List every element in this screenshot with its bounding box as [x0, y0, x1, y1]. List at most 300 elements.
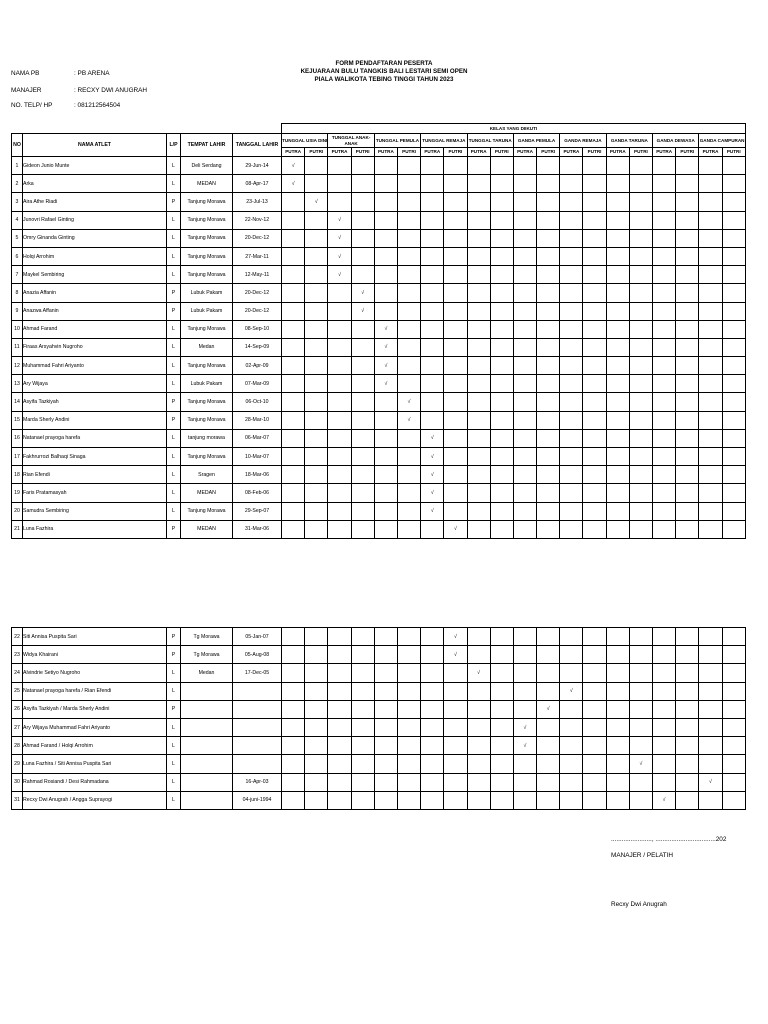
class-cell: [282, 718, 305, 736]
class-cell: [444, 429, 467, 447]
class-cell: [653, 338, 676, 356]
birth-date: [233, 737, 282, 755]
athlete-name: Natanael prayoga harefa: [23, 429, 167, 447]
class-cell: [490, 466, 513, 484]
class-cell: [328, 466, 351, 484]
gender: L: [167, 157, 181, 175]
birth-date: 08-Apr-17: [233, 175, 282, 193]
class-cell: [606, 646, 629, 664]
manajer-label: MANAJER: [11, 87, 42, 94]
class-cell: [699, 755, 722, 773]
signature-date-line: ......................., ..................................202: [611, 836, 727, 843]
class-cell: [699, 193, 722, 211]
putra-header: PUTRA: [328, 148, 351, 157]
athlete-name: Ahmad Farand: [23, 320, 167, 338]
gender: L: [167, 466, 181, 484]
class-cell: [305, 229, 328, 247]
class-cell: [583, 357, 606, 375]
class-cell: [629, 211, 652, 229]
class-cell: [537, 284, 560, 302]
class-cell: [560, 646, 583, 664]
row-no: 6: [12, 247, 23, 265]
check-mark: √: [699, 773, 722, 791]
check-mark: √: [444, 646, 467, 664]
class-cell: [351, 157, 374, 175]
class-cell: [583, 193, 606, 211]
birth-place: Deli Serdang: [181, 157, 233, 175]
class-cell: [583, 429, 606, 447]
gender: L: [167, 247, 181, 265]
class-cell: [560, 284, 583, 302]
class-cell: [699, 320, 722, 338]
class-cell: [444, 718, 467, 736]
table-row: [12, 700, 746, 718]
class-cell: [421, 718, 444, 736]
class-cell: [305, 302, 328, 320]
col-tempat-header: TEMPAT LAHIR: [181, 134, 233, 157]
class-cell: [328, 338, 351, 356]
class-cell: [421, 375, 444, 393]
birth-date: 20-Dec-12: [233, 229, 282, 247]
putri-header: PUTRI: [629, 148, 652, 157]
gender: P: [167, 393, 181, 411]
birth-place: Lubuk Pakam: [181, 302, 233, 320]
class-cell: [374, 193, 397, 211]
class-cell: [722, 682, 745, 700]
row-no: 5: [12, 229, 23, 247]
class-cell: [513, 338, 536, 356]
class-cell: [537, 247, 560, 265]
class-cell: [467, 448, 490, 466]
info-pb: [11, 70, 110, 78]
table-row: [12, 411, 746, 429]
class-cell: [699, 718, 722, 736]
gender: L: [167, 502, 181, 520]
class-cell: [351, 700, 374, 718]
athlete-name: Omry Ginanda Ginting: [23, 229, 167, 247]
table-row: [12, 429, 746, 447]
class-cell: [676, 682, 699, 700]
class-cell: [282, 791, 305, 809]
table-row: [12, 737, 746, 755]
gender: P: [167, 302, 181, 320]
class-cell: [699, 302, 722, 320]
class-cell: [676, 411, 699, 429]
class-cell: [467, 737, 490, 755]
class-cell: [490, 628, 513, 646]
birth-place: Medan: [181, 338, 233, 356]
class-cell: [397, 211, 420, 229]
class-cell: [490, 266, 513, 284]
class-cell: [305, 502, 328, 520]
class-cell: [351, 737, 374, 755]
class-cell: [305, 791, 328, 809]
class-cell: [629, 175, 652, 193]
class-cell: [282, 193, 305, 211]
class-cell: [629, 266, 652, 284]
class-cell: [606, 247, 629, 265]
class-cell: [467, 375, 490, 393]
category-header: TUNGGAL TARUNA: [467, 134, 513, 148]
class-cell: [676, 664, 699, 682]
table-row: [12, 157, 746, 175]
class-cell: [305, 247, 328, 265]
row-no: 24: [12, 664, 23, 682]
class-cell: [699, 484, 722, 502]
putra-header: PUTRA: [282, 148, 305, 157]
putri-header: PUTRI: [583, 148, 606, 157]
row-no: 3: [12, 193, 23, 211]
class-cell: [421, 157, 444, 175]
class-cell: [490, 484, 513, 502]
class-cell: [513, 157, 536, 175]
class-cell: [490, 393, 513, 411]
class-cell: [305, 682, 328, 700]
class-cell: [421, 664, 444, 682]
class-cell: [421, 338, 444, 356]
class-cell: [722, 302, 745, 320]
class-cell: [351, 448, 374, 466]
class-cell: [328, 411, 351, 429]
class-cell: [537, 682, 560, 700]
class-cell: [421, 628, 444, 646]
class-cell: [606, 393, 629, 411]
class-cell: [629, 320, 652, 338]
class-cell: [513, 755, 536, 773]
class-cell: [397, 429, 420, 447]
class-cell: [305, 646, 328, 664]
category-header: TUNGGAL ANAK-ANAK: [328, 134, 374, 148]
class-cell: [328, 448, 351, 466]
class-cell: [282, 411, 305, 429]
class-cell: [397, 484, 420, 502]
putri-header: PUTRI: [676, 148, 699, 157]
class-cell: [282, 320, 305, 338]
event-subtitle: PIALA WALIKOTA TEBING TINGGI TAHUN 2023: [314, 76, 454, 83]
birth-date: 06-Oct-10: [233, 393, 282, 411]
class-cell: [699, 682, 722, 700]
athlete-name: Alvindrie Setiyo Nugroho: [23, 664, 167, 682]
birth-place: [181, 700, 233, 718]
class-cell: [351, 393, 374, 411]
class-cell: [421, 791, 444, 809]
putri-header: PUTRI: [351, 148, 374, 157]
class-cell: [374, 502, 397, 520]
info-telp: [11, 102, 120, 110]
check-mark: √: [374, 338, 397, 356]
gender: L: [167, 448, 181, 466]
class-cell: [560, 375, 583, 393]
class-cell: [513, 302, 536, 320]
table-row: [12, 229, 746, 247]
class-cell: [606, 157, 629, 175]
class-cell: [653, 502, 676, 520]
class-cell: [537, 646, 560, 664]
class-cell: [351, 718, 374, 736]
class-cell: [374, 755, 397, 773]
class-cell: [606, 229, 629, 247]
class-cell: [374, 247, 397, 265]
birth-date: 31-Mar-06: [233, 520, 282, 538]
class-cell: [722, 628, 745, 646]
class-cell: [374, 737, 397, 755]
table-row: [12, 375, 746, 393]
table-row: [12, 664, 746, 682]
birth-date: [233, 755, 282, 773]
class-cell: [653, 284, 676, 302]
class-cell: [629, 664, 652, 682]
class-cell: [397, 284, 420, 302]
check-mark: √: [351, 302, 374, 320]
class-cell: [444, 266, 467, 284]
class-cell: [722, 700, 745, 718]
birth-date: 05-Aug-08: [233, 646, 282, 664]
class-cell: [444, 466, 467, 484]
class-cell: [629, 520, 652, 538]
class-cell: [676, 393, 699, 411]
class-cell: [629, 448, 652, 466]
class-cell: [351, 320, 374, 338]
gender: P: [167, 520, 181, 538]
class-cell: [513, 247, 536, 265]
class-cell: [328, 375, 351, 393]
class-cell: [467, 320, 490, 338]
class-cell: [722, 718, 745, 736]
class-cell: [397, 266, 420, 284]
category-header: GANDA REMAJA: [560, 134, 606, 148]
class-cell: [467, 429, 490, 447]
class-cell: [606, 718, 629, 736]
class-cell: [653, 247, 676, 265]
class-cell: [699, 229, 722, 247]
class-cell: [513, 411, 536, 429]
class-cell: [722, 520, 745, 538]
class-cell: [560, 466, 583, 484]
class-cell: [421, 247, 444, 265]
class-cell: [629, 193, 652, 211]
class-cell: [583, 302, 606, 320]
check-mark: √: [282, 175, 305, 193]
class-cell: [629, 718, 652, 736]
birth-date: 14-Sep-09: [233, 338, 282, 356]
class-cell: [351, 429, 374, 447]
class-cell: [467, 411, 490, 429]
class-cell: [444, 229, 467, 247]
check-mark: √: [374, 320, 397, 338]
class-cell: [397, 247, 420, 265]
check-mark: √: [328, 247, 351, 265]
info-manajer: [11, 87, 147, 95]
class-cell: [722, 193, 745, 211]
birth-date: 04-juni-1994: [233, 791, 282, 809]
class-cell: [583, 229, 606, 247]
class-cell: [560, 157, 583, 175]
birth-place: [181, 737, 233, 755]
class-cell: [513, 175, 536, 193]
table-row: [12, 211, 746, 229]
class-cell: [328, 737, 351, 755]
class-cell: [444, 484, 467, 502]
class-cell: [722, 393, 745, 411]
class-cell: [490, 429, 513, 447]
birth-place: MEDAN: [181, 484, 233, 502]
class-cell: [328, 664, 351, 682]
birth-place: Tanjung Morawa: [181, 211, 233, 229]
class-cell: [699, 737, 722, 755]
class-cell: [653, 193, 676, 211]
class-cell: [583, 211, 606, 229]
class-cell: [560, 628, 583, 646]
row-no: 8: [12, 284, 23, 302]
class-cell: [490, 193, 513, 211]
birth-date: [233, 718, 282, 736]
category-header: TUNGGAL PEMULA: [374, 134, 420, 148]
check-mark: √: [421, 502, 444, 520]
class-cell: [397, 682, 420, 700]
class-cell: [513, 193, 536, 211]
gender: P: [167, 646, 181, 664]
row-no: 29: [12, 755, 23, 773]
class-cell: [374, 211, 397, 229]
class-cell: [722, 646, 745, 664]
class-cell: [513, 664, 536, 682]
class-cell: [676, 502, 699, 520]
class-cell: [328, 393, 351, 411]
birth-date: 28-Mar-10: [233, 411, 282, 429]
class-cell: [328, 628, 351, 646]
class-cell: [397, 700, 420, 718]
class-cell: [722, 247, 745, 265]
class-cell: [444, 791, 467, 809]
category-header: GANDA PEMULA: [513, 134, 559, 148]
class-cell: [699, 448, 722, 466]
check-mark: √: [537, 700, 560, 718]
gender: L: [167, 175, 181, 193]
class-cell: [490, 448, 513, 466]
class-cell: [653, 718, 676, 736]
class-cell: [513, 773, 536, 791]
class-cell: [513, 502, 536, 520]
class-cell: [537, 157, 560, 175]
athlete-name: Fakhrurrozi Balhaqi Sinaga: [23, 448, 167, 466]
class-cell: [513, 320, 536, 338]
class-cell: [583, 773, 606, 791]
class-cell: [444, 284, 467, 302]
kelas-header: KELAS YANG DIIKUTI: [282, 124, 746, 134]
class-cell: [490, 791, 513, 809]
class-cell: [606, 628, 629, 646]
class-cell: [374, 229, 397, 247]
class-cell: [305, 393, 328, 411]
class-cell: [699, 247, 722, 265]
athlete-name: Recxy Dwi Anugrah / Angga Suprayogi: [23, 791, 167, 809]
class-cell: [699, 664, 722, 682]
putra-header: PUTRA: [513, 148, 536, 157]
birth-date: [233, 700, 282, 718]
class-cell: [583, 646, 606, 664]
table-row: [12, 302, 746, 320]
putra-header: PUTRA: [699, 148, 722, 157]
birth-place: [181, 773, 233, 791]
class-cell: [351, 266, 374, 284]
class-cell: [676, 375, 699, 393]
class-cell: [305, 737, 328, 755]
class-cell: [467, 791, 490, 809]
class-cell: [444, 664, 467, 682]
athlete-name: Marda Sherly Andini: [23, 411, 167, 429]
class-cell: [583, 284, 606, 302]
class-cell: [305, 484, 328, 502]
class-cell: [282, 773, 305, 791]
class-cell: [397, 737, 420, 755]
birth-date: 08-Feb-06: [233, 484, 282, 502]
header-row-kelas: [12, 124, 746, 134]
row-no: 11: [12, 338, 23, 356]
class-cell: [606, 338, 629, 356]
class-cell: [653, 755, 676, 773]
class-cell: [305, 628, 328, 646]
putra-header: PUTRA: [421, 148, 444, 157]
class-cell: [629, 682, 652, 700]
class-cell: [374, 157, 397, 175]
class-cell: [282, 682, 305, 700]
row-no: 2: [12, 175, 23, 193]
class-cell: [467, 193, 490, 211]
class-cell: [606, 466, 629, 484]
class-cell: [421, 284, 444, 302]
class-cell: [467, 520, 490, 538]
class-cell: [397, 502, 420, 520]
gender: L: [167, 338, 181, 356]
class-cell: [513, 682, 536, 700]
class-cell: [513, 211, 536, 229]
class-cell: [467, 175, 490, 193]
athlete-name: Anazia Affanin: [23, 284, 167, 302]
class-cell: [305, 338, 328, 356]
class-cell: [653, 448, 676, 466]
birth-place: Tanjung Morawa: [181, 393, 233, 411]
class-cell: [583, 791, 606, 809]
class-cell: [397, 791, 420, 809]
class-cell: [537, 193, 560, 211]
class-cell: [676, 266, 699, 284]
athlete-name: Junovri Rafael Ginting: [23, 211, 167, 229]
class-cell: [351, 646, 374, 664]
class-cell: [676, 718, 699, 736]
class-cell: [676, 700, 699, 718]
class-cell: [328, 157, 351, 175]
class-cell: [444, 211, 467, 229]
class-cell: [374, 791, 397, 809]
class-cell: [397, 302, 420, 320]
class-cell: [397, 320, 420, 338]
telp-label: NO. TELP/ HP: [11, 102, 53, 109]
class-cell: [490, 502, 513, 520]
class-cell: [513, 357, 536, 375]
table-row: [12, 682, 746, 700]
class-cell: [467, 646, 490, 664]
class-cell: [351, 247, 374, 265]
check-mark: √: [305, 193, 328, 211]
class-cell: [606, 484, 629, 502]
table-row: [12, 448, 746, 466]
birth-place: [181, 682, 233, 700]
birth-date: 29-Jun-14: [233, 157, 282, 175]
athlete-name: Asyifa Tazkiyah / Marda Sherly Andini: [23, 700, 167, 718]
row-no: 27: [12, 718, 23, 736]
birth-date: 05-Jan-07: [233, 628, 282, 646]
class-cell: [467, 773, 490, 791]
